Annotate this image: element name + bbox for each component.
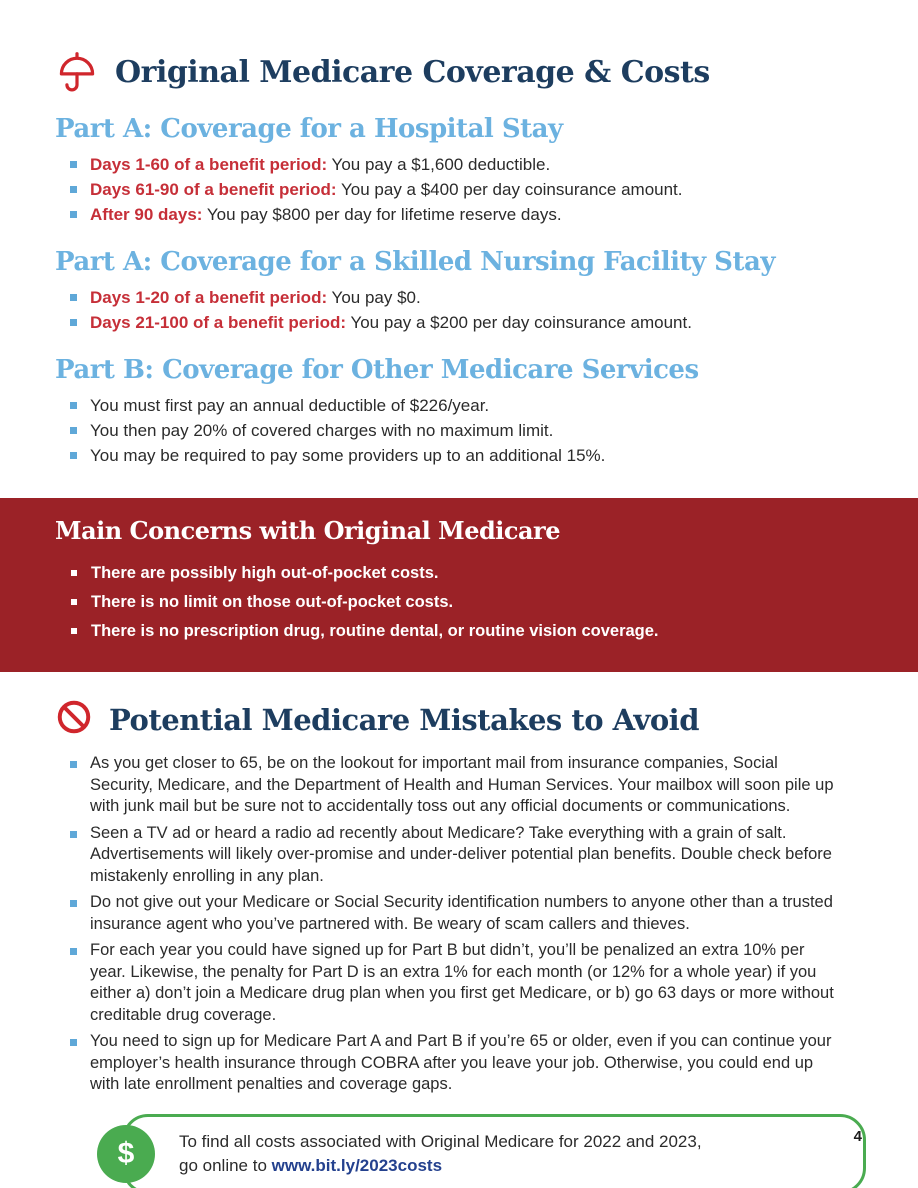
list-item: [68, 202, 918, 227]
mistakes-list: [68, 753, 843, 1096]
list-item: There is no prescription drug, routine dental, or routine vision coverage.: [69, 617, 863, 646]
doc-header: [55, 50, 918, 94]
costs-callout-box: [117, 1114, 866, 1188]
bullet-text: You pay $800 per day for lifetime reserve days.: [206, 205, 562, 224]
list-item: [68, 285, 918, 310]
banner-heading: Main Concerns with Original Medicare: [55, 516, 560, 545]
bullet-text: You pay $0.: [331, 288, 421, 307]
concerns-list: [69, 559, 863, 646]
list-item: There is no limit on those out-of-pocket costs.: [69, 588, 863, 617]
list-item: For each year you could have signed up for Part B but didn’t, you’ll be penalized an extra 10% per year. Likewise, the penalty for Part D is an extra 1% for each month (or 12% for a whole year) if you either a) don’t join a Medicare drug plan when you first get Medicare, or b) go 63 days or more without creditable drug coverage.: [68, 940, 843, 1026]
mistakes-header: [55, 698, 918, 741]
bullet-lead: Days 1-60 of a benefit period:: [90, 155, 328, 174]
list-item: Seen a TV ad or heard a radio ad recently about Medicare? Take everything with a grain of salt. Advertisements will likely over-promise and under-deliver potential plan benefits. Double check before mistakenly enrolling in any plan.: [68, 823, 843, 888]
hospital-stay-list: [68, 152, 918, 227]
section-heading-hospital-stay: Part A: Coverage for a Hospital Stay: [55, 114, 563, 144]
list-item: You need to sign up for Medicare Part A and Part B if you’re 65 or older, even if you can continue your employer’s health insurance through COBRA after you leave your job. Otherwise, you could end up with late enrollment penalties and coverage gaps.: [68, 1031, 843, 1096]
list-item: You then pay 20% of covered charges with no maximum limit.: [68, 418, 918, 443]
bullet-text: You pay a $400 per day coinsurance amount.: [341, 180, 683, 199]
list-item: As you get closer to 65, be on the lookout for important mail from insurance companies, Social Security, Medicare, and the Department of Health and Human Services. Your mailbox will soon pile up with junk mail but be sure not to accidentally toss out any official documents or communications.: [68, 753, 843, 818]
list-item: [68, 310, 918, 335]
list-item: You may be required to pay some providers up to an additional 15%.: [68, 443, 918, 468]
list-item: [68, 177, 918, 202]
part-b-list: [68, 393, 918, 468]
section-heading-skilled-nursing: Part A: Coverage for a Skilled Nursing Facility Stay: [55, 247, 775, 277]
list-item: There are possibly high out-of-pocket costs.: [69, 559, 863, 588]
bullet-lead: Days 1-20 of a benefit period:: [90, 288, 328, 307]
callout-line2-prefix: go online to: [179, 1155, 272, 1175]
callout-line2: [179, 1154, 839, 1178]
umbrella-icon: [55, 50, 99, 94]
bullet-text: You pay a $200 per day coinsurance amount.: [350, 313, 692, 332]
main-concerns-banner: [0, 498, 918, 672]
list-item: Do not give out your Medicare or Social Security identification numbers to anyone other than a trusted insurance agent who you’ve partnered with. Be weary of scam callers and thieves.: [68, 892, 843, 935]
skilled-nursing-list: [68, 285, 918, 335]
bullet-lead: Days 61-90 of a benefit period:: [90, 180, 337, 199]
page-number: 4: [853, 1128, 862, 1145]
bullet-text: You pay a $1,600 deductible.: [331, 155, 551, 174]
section-title-mistakes: Potential Medicare Mistakes to Avoid: [109, 702, 699, 737]
list-item: [68, 152, 918, 177]
callout-line1: To find all costs associated with Original Medicare for 2022 and 2023,: [179, 1131, 702, 1151]
no-entry-icon: [55, 698, 93, 741]
page-title: Original Medicare Coverage & Costs: [115, 54, 710, 90]
section-heading-part-b: Part B: Coverage for Other Medicare Services: [55, 355, 699, 385]
bullet-lead: After 90 days:: [90, 205, 203, 224]
dollar-icon: $: [97, 1125, 155, 1183]
costs-link[interactable]: www.bit.ly/2023costs: [271, 1155, 443, 1175]
bullet-lead: Days 21-100 of a benefit period:: [90, 313, 347, 332]
list-item: You must first pay an annual deductible of $226/year.: [68, 393, 918, 418]
